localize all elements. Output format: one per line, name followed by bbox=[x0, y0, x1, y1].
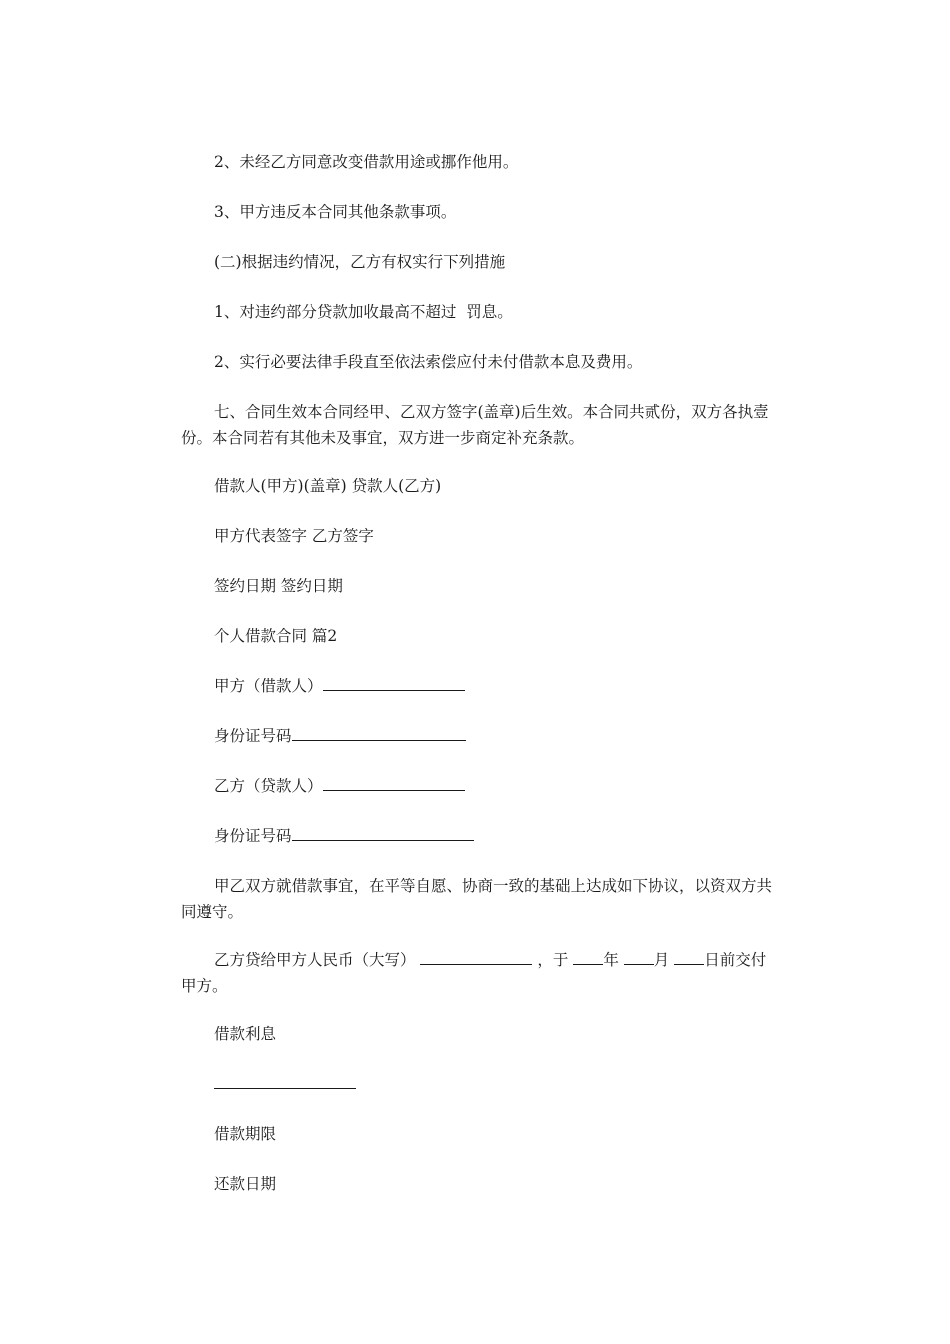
clause-3-other-breach: 3、甲方违反本合同其他条款事项。 bbox=[214, 203, 457, 221]
measure-2-legal: 2、实行必要法律手段直至依法索偿应付未付借款本息及费用。 bbox=[214, 353, 643, 371]
month-blank bbox=[624, 948, 654, 965]
contract-title-part-2: 个人借款合同 篇2 bbox=[214, 627, 338, 645]
day-label: 日 bbox=[704, 951, 720, 969]
clause-2-misuse: 2、未经乙方同意改变借款用途或挪作他用。 bbox=[214, 153, 519, 171]
repay-date-label: 还款日期 bbox=[214, 1175, 277, 1193]
id-b-blank bbox=[292, 824, 474, 841]
signature-reps-line: 甲方代表签字 乙方签字 bbox=[214, 527, 374, 545]
party-a-label: 甲方（借款人） bbox=[214, 677, 323, 695]
agreement-paragraph: 甲乙双方就借款事宜，在平等自愿、协商一致的基础上达成如下协议，以资双方共同遵守。 bbox=[181, 877, 773, 921]
party-a-blank bbox=[323, 674, 465, 691]
month-label: 月 bbox=[653, 951, 670, 969]
term-label: 借款期限 bbox=[214, 1125, 277, 1143]
party-b-field bbox=[181, 773, 773, 799]
loan-suffix: 前交付甲方。 bbox=[181, 951, 767, 995]
id-a-blank bbox=[292, 724, 466, 741]
measure-1-penalty: 1、对违约部分贷款加收最高不超过 罚息。 bbox=[214, 303, 513, 321]
id-b-field bbox=[181, 823, 773, 849]
party-a-field bbox=[181, 673, 773, 699]
interest-blank-line bbox=[214, 1088, 356, 1089]
party-b-blank bbox=[323, 774, 465, 791]
loan-comma: ，于 bbox=[537, 951, 569, 969]
party-b-label: 乙方（贷款人） bbox=[214, 777, 323, 795]
signature-date-line: 签约日期 签约日期 bbox=[214, 577, 343, 595]
loan-amount-blank bbox=[420, 948, 532, 965]
loan-prefix: 乙方贷给甲方人民币（大写） bbox=[214, 951, 416, 969]
section-measures-heading: (二)根据违约情况，乙方有权实行下列措施 bbox=[214, 253, 506, 271]
loan-amount-paragraph bbox=[181, 947, 773, 999]
id-a-label: 身份证号码 bbox=[214, 727, 292, 745]
clause-7-effectiveness: 七、合同生效本合同经甲、乙双方签字(盖章)后生效。本合同共贰份，双方各执壹份。本合同若有其他未及事宜，双方进一步商定补充条款。 bbox=[181, 403, 769, 447]
day-blank bbox=[674, 948, 704, 965]
id-b-label: 身份证号码 bbox=[214, 827, 292, 845]
interest-label: 借款利息 bbox=[214, 1025, 277, 1043]
signature-parties-line: 借款人(甲方)(盖章) 贷款人(乙方) bbox=[214, 477, 442, 495]
year-label: 年 bbox=[603, 951, 619, 969]
year-blank bbox=[573, 948, 603, 965]
id-a-field bbox=[181, 723, 773, 749]
